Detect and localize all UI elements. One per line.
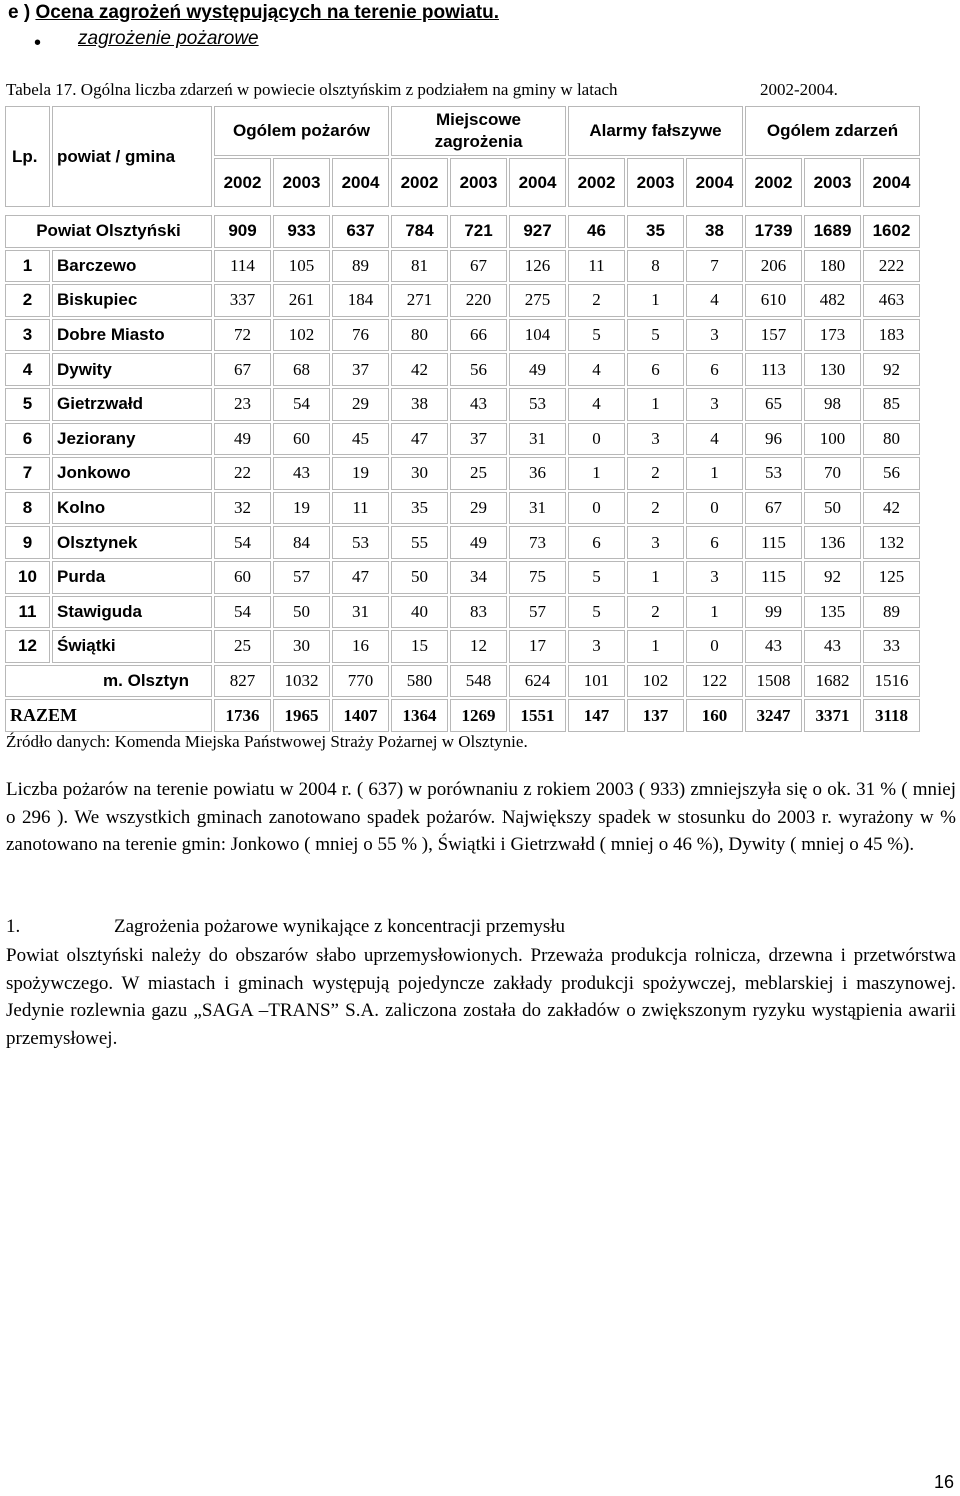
table-cell: 92 — [863, 353, 920, 386]
row-number: 6 — [5, 423, 50, 456]
gmina-name: Kolno — [52, 492, 212, 525]
table-cell: 1965 — [273, 699, 330, 732]
table-cell: 1551 — [509, 699, 566, 732]
table-cell: 3 — [686, 388, 743, 421]
table-cell: 54 — [273, 388, 330, 421]
table-caption — [6, 80, 838, 100]
table-cell: 56 — [450, 353, 507, 386]
table-cell: 30 — [391, 457, 448, 490]
table-cell: 29 — [332, 388, 389, 421]
table-cell: 76 — [332, 319, 389, 352]
table-cell: 0 — [686, 630, 743, 663]
row-number: 8 — [5, 492, 50, 525]
table-cell: 25 — [214, 630, 271, 663]
table-cell: 173 — [804, 319, 861, 352]
heading-text: Ocena zagrożeń występujących na terenie powiatu. — [35, 2, 499, 23]
header-year: 2004 — [332, 158, 389, 207]
table-cell: 85 — [863, 388, 920, 421]
table-cell: 137 — [627, 699, 684, 732]
olsztyn-name: m. Olsztyn — [5, 665, 212, 698]
table-cell: 115 — [745, 561, 802, 594]
gmina-name: Dywity — [52, 353, 212, 386]
row-number: 11 — [5, 596, 50, 629]
table-cell: 81 — [391, 250, 448, 283]
table-cell: 1602 — [863, 215, 920, 248]
table-row — [5, 561, 920, 594]
table-cell: 126 — [509, 250, 566, 283]
table-cell: 2 — [568, 284, 625, 317]
table-cell: 624 — [509, 665, 566, 698]
table-cell: 49 — [450, 526, 507, 559]
table-cell: 49 — [214, 423, 271, 456]
table-cell: 122 — [686, 665, 743, 698]
table-cell: 16 — [332, 630, 389, 663]
caption-text: Tabela 17. Ogólna liczba zdarzeń w powiecie olsztyńskim z podziałem na gminy w latach — [6, 80, 618, 99]
table-cell: 8 — [627, 250, 684, 283]
table-cell: 92 — [804, 561, 861, 594]
header-year: 2004 — [863, 158, 920, 207]
table-cell: 11 — [568, 250, 625, 283]
table-cell: 37 — [332, 353, 389, 386]
table-cell: 147 — [568, 699, 625, 732]
table-cell: 43 — [804, 630, 861, 663]
table-cell: 0 — [568, 423, 625, 456]
gmina-name: Stawiguda — [52, 596, 212, 629]
table-cell: 40 — [391, 596, 448, 629]
table-cell: 104 — [509, 319, 566, 352]
table-cell: 30 — [273, 630, 330, 663]
row-number: 2 — [5, 284, 50, 317]
table-cell: 57 — [509, 596, 566, 629]
table-cell: 183 — [863, 319, 920, 352]
page-number: 16 — [934, 1472, 955, 1492]
table-cell: 337 — [214, 284, 271, 317]
table-cell: 43 — [745, 630, 802, 663]
table-cell: 42 — [863, 492, 920, 525]
table-cell: 5 — [627, 319, 684, 352]
paragraph-industry: Powiat olsztyński należy do obszarów słabo uprzemysłowionych. Przeważa produkcja rolnicza, drzewna i przetwórstwa spożywczego. W miastach i gminach występują pojedyncze zakłady produkcji spożywczej, meblarskiej i maszynowej. Jedynie rozlewnia gazu „SAGA –TRANS” S.A. zaliczona została do zakładów o zwiększonym ryzyku wystąpienia awarii przemysłowej. — [6, 945, 956, 1049]
table-cell: 784 — [391, 215, 448, 248]
table-cell: 114 — [214, 250, 271, 283]
table-cell: 3 — [568, 630, 625, 663]
gmina-name: Jeziorany — [52, 423, 212, 456]
table-cell: 222 — [863, 250, 920, 283]
gmina-name: Dobre Miasto — [52, 319, 212, 352]
table-cell: 1 — [686, 596, 743, 629]
table-cell: 43 — [273, 457, 330, 490]
table-cell: 49 — [509, 353, 566, 386]
row-number: 12 — [5, 630, 50, 663]
table-cell: 157 — [745, 319, 802, 352]
row-number: 9 — [5, 526, 50, 559]
table-cell: 180 — [804, 250, 861, 283]
table-cell: 580 — [391, 665, 448, 698]
table-cell: 53 — [509, 388, 566, 421]
gmina-name: Olsztynek — [52, 526, 212, 559]
table-cell: 4 — [568, 353, 625, 386]
table-cell: 113 — [745, 353, 802, 386]
header-gmina: powiat / gmina — [52, 106, 212, 207]
row-number: 7 — [5, 457, 50, 490]
table-cell: 38 — [686, 215, 743, 248]
table-cell: 1516 — [863, 665, 920, 698]
table-cell: 2 — [627, 457, 684, 490]
table-row-olsztyn — [5, 665, 920, 698]
table-cell: 2 — [627, 492, 684, 525]
table-cell: 927 — [509, 215, 566, 248]
section-heading — [8, 2, 499, 24]
table-cell: 17 — [509, 630, 566, 663]
table-cell: 933 — [273, 215, 330, 248]
table-cell: 31 — [332, 596, 389, 629]
table-cell: 275 — [509, 284, 566, 317]
table-cell: 4 — [686, 423, 743, 456]
heading-prefix: e ) — [8, 2, 36, 23]
table-cell: 47 — [391, 423, 448, 456]
table-cell: 50 — [273, 596, 330, 629]
table-cell: 6 — [686, 353, 743, 386]
row-number: 5 — [5, 388, 50, 421]
table-cell: 5 — [568, 561, 625, 594]
table-cell: 1 — [686, 457, 743, 490]
table-cell: 1689 — [804, 215, 861, 248]
table-cell: 3 — [627, 526, 684, 559]
table-cell: 31 — [509, 492, 566, 525]
paragraph-fires-summary: Liczba pożarów na terenie powiatu w 2004 r. ( 637) w porównaniu z rokiem 2003 ( 933) zmniejszyła się o ok. 31 % ( mniej o 296 ). We wszystkich gminach zanotowano spadek pożarów. Największy spadek w stosunku do 2003 r. wyrażony w % zanotowano na terenie gmin: Jonkowo ( mniej o 55 % ), Świątki i Gietrzwałd ( mniej o 46 %), Dywity ( mniej o 45 %). — [6, 779, 956, 855]
subsection-number: 1. — [6, 916, 21, 937]
table-cell: 50 — [804, 492, 861, 525]
table-cell: 11 — [332, 492, 389, 525]
row-number: 3 — [5, 319, 50, 352]
header-group: Ogólem pożarów — [214, 106, 389, 156]
table-cell: 102 — [627, 665, 684, 698]
table-cell: 54 — [214, 526, 271, 559]
table-cell: 101 — [568, 665, 625, 698]
table-row-powiat — [5, 215, 920, 248]
table-cell: 637 — [332, 215, 389, 248]
table-cell: 6 — [627, 353, 684, 386]
table-cell: 32 — [214, 492, 271, 525]
table-cell: 46 — [568, 215, 625, 248]
header-group: Alarmy fałszywe — [568, 106, 743, 156]
table-cell: 132 — [863, 526, 920, 559]
table-cell: 3 — [627, 423, 684, 456]
table-cell: 75 — [509, 561, 566, 594]
header-year: 2002 — [214, 158, 271, 207]
table-cell: 99 — [745, 596, 802, 629]
header-year: 2002 — [745, 158, 802, 207]
table-cell: 15 — [391, 630, 448, 663]
bullet-text: zagrożenie pożarowe — [78, 28, 259, 49]
table-cell: 1 — [627, 284, 684, 317]
table-row — [5, 250, 920, 283]
table-row-razem — [5, 699, 920, 732]
table-cell: 0 — [686, 492, 743, 525]
table-row — [5, 630, 920, 663]
table-cell: 1032 — [273, 665, 330, 698]
table-cell: 4 — [568, 388, 625, 421]
table-cell: 5 — [568, 319, 625, 352]
table-cell: 54 — [214, 596, 271, 629]
table-cell: 47 — [332, 561, 389, 594]
gmina-name: Purda — [52, 561, 212, 594]
subsection-title: Zagrożenia pożarowe wynikające z koncentracji przemysłu — [114, 916, 566, 937]
table-cell: 67 — [214, 353, 271, 386]
table-cell: 1364 — [391, 699, 448, 732]
table-cell: 0 — [568, 492, 625, 525]
table-cell: 29 — [450, 492, 507, 525]
table-row — [5, 284, 920, 317]
gmina-name: Świątki — [52, 630, 212, 663]
table-cell: 68 — [273, 353, 330, 386]
header-group: Miejscowe zagrożenia — [391, 106, 566, 156]
table-cell: 3 — [686, 319, 743, 352]
bullet-icon: • — [34, 32, 42, 54]
header-year: 2003 — [450, 158, 507, 207]
table-cell: 67 — [450, 250, 507, 283]
table-cell: 1 — [627, 561, 684, 594]
table-cell: 4 — [686, 284, 743, 317]
table-cell: 7 — [686, 250, 743, 283]
table-cell: 827 — [214, 665, 271, 698]
table-cell: 50 — [391, 561, 448, 594]
table-cell: 136 — [804, 526, 861, 559]
table-cell: 65 — [745, 388, 802, 421]
table-cell: 100 — [804, 423, 861, 456]
header-lp: Lp. — [5, 106, 50, 207]
table-cell: 53 — [332, 526, 389, 559]
table-cell: 96 — [745, 423, 802, 456]
row-number: 4 — [5, 353, 50, 386]
table-cell: 271 — [391, 284, 448, 317]
table-row — [5, 319, 920, 352]
table-row — [5, 423, 920, 456]
table-cell: 6 — [568, 526, 625, 559]
row-number: 1 — [5, 250, 50, 283]
table-cell: 3247 — [745, 699, 802, 732]
table-cell: 102 — [273, 319, 330, 352]
table-cell: 206 — [745, 250, 802, 283]
table-cell: 19 — [332, 457, 389, 490]
table-cell: 2 — [627, 596, 684, 629]
table-cell: 463 — [863, 284, 920, 317]
table-cell: 130 — [804, 353, 861, 386]
table-cell: 105 — [273, 250, 330, 283]
table-cell: 73 — [509, 526, 566, 559]
table-cell: 3 — [686, 561, 743, 594]
table-cell: 37 — [450, 423, 507, 456]
caption-years: 2002-2004. — [760, 80, 838, 99]
table-cell: 482 — [804, 284, 861, 317]
table-cell: 19 — [273, 492, 330, 525]
table-cell: 89 — [332, 250, 389, 283]
table-cell: 160 — [686, 699, 743, 732]
table-cell: 35 — [627, 215, 684, 248]
table-cell: 1739 — [745, 215, 802, 248]
gmina-name: Jonkowo — [52, 457, 212, 490]
table-cell: 36 — [509, 457, 566, 490]
table-cell: 98 — [804, 388, 861, 421]
table-cell: 55 — [391, 526, 448, 559]
header-year: 2002 — [391, 158, 448, 207]
source-note: Źródło danych: Komenda Miejska Państwowej Straży Pożarnej w Olsztynie. — [6, 732, 528, 751]
table-cell: 12 — [450, 630, 507, 663]
header-year: 2002 — [568, 158, 625, 207]
table-cell: 1736 — [214, 699, 271, 732]
table-cell: 25 — [450, 457, 507, 490]
header-year: 2003 — [804, 158, 861, 207]
fire-events-table — [3, 104, 922, 734]
table-cell: 34 — [450, 561, 507, 594]
table-cell: 1508 — [745, 665, 802, 698]
table-row — [5, 457, 920, 490]
table-cell: 184 — [332, 284, 389, 317]
table-cell: 721 — [450, 215, 507, 248]
table-cell: 31 — [509, 423, 566, 456]
gmina-name: Gietrzwałd — [52, 388, 212, 421]
table-cell: 80 — [391, 319, 448, 352]
table-cell: 35 — [391, 492, 448, 525]
table-cell: 125 — [863, 561, 920, 594]
table-row — [5, 492, 920, 525]
table-row — [5, 353, 920, 386]
table-cell: 548 — [450, 665, 507, 698]
table-cell: 83 — [450, 596, 507, 629]
table-cell: 3118 — [863, 699, 920, 732]
table-cell: 1407 — [332, 699, 389, 732]
header-year: 2004 — [686, 158, 743, 207]
razem-label: RAZEM — [5, 699, 212, 732]
table-cell: 909 — [214, 215, 271, 248]
table-cell: 33 — [863, 630, 920, 663]
table-row — [5, 526, 920, 559]
table-cell: 1 — [627, 388, 684, 421]
header-year: 2003 — [273, 158, 330, 207]
table-cell: 22 — [214, 457, 271, 490]
table-cell: 1269 — [450, 699, 507, 732]
table-cell: 23 — [214, 388, 271, 421]
table-cell: 1 — [568, 457, 625, 490]
table-cell: 115 — [745, 526, 802, 559]
table-cell: 6 — [686, 526, 743, 559]
header-group: Ogólem zdarzeń — [745, 106, 920, 156]
table-cell: 72 — [214, 319, 271, 352]
powiat-name: Powiat Olsztyński — [5, 215, 212, 248]
table-cell: 89 — [863, 596, 920, 629]
table-cell: 3371 — [804, 699, 861, 732]
table-cell: 135 — [804, 596, 861, 629]
table-cell: 1 — [627, 630, 684, 663]
table-cell: 38 — [391, 388, 448, 421]
table-cell: 53 — [745, 457, 802, 490]
table-cell: 56 — [863, 457, 920, 490]
table-cell: 610 — [745, 284, 802, 317]
table-cell: 1682 — [804, 665, 861, 698]
table-cell: 220 — [450, 284, 507, 317]
table-cell: 84 — [273, 526, 330, 559]
table-cell: 43 — [450, 388, 507, 421]
table-row — [5, 596, 920, 629]
table-cell: 67 — [745, 492, 802, 525]
gmina-name: Biskupiec — [52, 284, 212, 317]
header-year: 2003 — [627, 158, 684, 207]
table-cell: 261 — [273, 284, 330, 317]
table-row — [5, 388, 920, 421]
header-row-groups — [5, 106, 920, 156]
table-cell: 57 — [273, 561, 330, 594]
table-cell: 770 — [332, 665, 389, 698]
gmina-name: Barczewo — [52, 250, 212, 283]
header-year: 2004 — [509, 158, 566, 207]
table-cell: 42 — [391, 353, 448, 386]
table-cell: 66 — [450, 319, 507, 352]
table-cell: 60 — [214, 561, 271, 594]
table-cell: 70 — [804, 457, 861, 490]
table-cell: 60 — [273, 423, 330, 456]
table-cell: 45 — [332, 423, 389, 456]
table-cell: 5 — [568, 596, 625, 629]
table-cell: 80 — [863, 423, 920, 456]
row-number: 10 — [5, 561, 50, 594]
